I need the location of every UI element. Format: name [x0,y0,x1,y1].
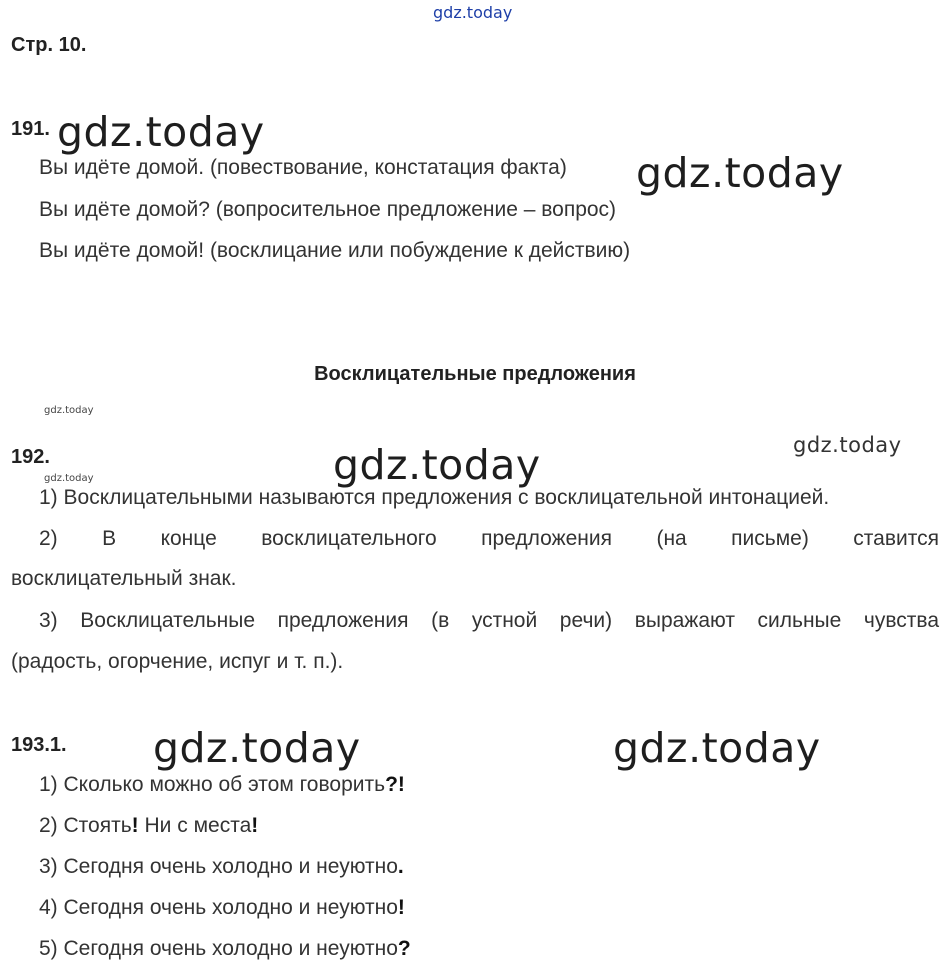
punctuation-mark: ! [131,814,139,837]
ex192-line-3a: 3) Восклицательные предложения (в устной речи) выражают сильные чувства [39,609,939,632]
punctuation-mark: ! [397,896,405,919]
watermark-small: gdz.today [44,405,94,416]
watermark-small: gdz.today [44,473,94,484]
ex193-item-1: 1) Сколько можно об этом говорить?! [39,773,405,796]
ex192-line-2a: 2) В конце восклицательного предложения (на письме) ставится [39,527,939,550]
exercise-193-number: 193.1. [11,734,67,756]
watermark-top: gdz.today [433,3,513,22]
ex192-line-1: 1) Восклицательными называются предложения с восклицательной интонацией. [39,486,830,509]
watermark: gdz.today [153,724,361,772]
ex193-item-3: 3) Сегодня очень холодно и неуютно. [39,855,404,878]
exercise-191-number: 191. [11,118,50,140]
ex191-line-1: Вы идёте домой. (повествование, констатация факта) [39,156,567,179]
section-title: Восклицательные предложения [314,363,636,385]
ex191-line-3: Вы идёте домой! (восклицание или побуждение к действию) [39,239,631,262]
watermark: gdz.today [613,724,821,772]
ex193-item-2: 2) Стоять! Ни с места! [39,814,259,837]
ex193-item-4: 4) Сегодня очень холодно и неуютно! [39,896,405,919]
punctuation-mark: ! [251,814,259,837]
page-label: Стр. 10. [11,34,87,56]
punctuation-mark: ? [397,937,411,960]
ex192-line-3b: (радость, огорчение, испуг и т. п.). [11,650,344,673]
exercise-192-number: 192. [11,446,50,468]
punctuation-mark: ?! [385,773,405,796]
watermark: gdz.today [636,149,844,197]
watermark: gdz.today [793,433,902,457]
ex192-line-2b: восклицательный знак. [11,567,237,590]
ex193-item-5: 5) Сегодня очень холодно и неуютно? [39,937,411,960]
punctuation-mark: . [397,855,404,878]
watermark: gdz.today [333,441,541,489]
ex191-line-2: Вы идёте домой? (вопросительное предложение – вопрос) [39,198,617,221]
watermark: gdz.today [57,108,265,156]
